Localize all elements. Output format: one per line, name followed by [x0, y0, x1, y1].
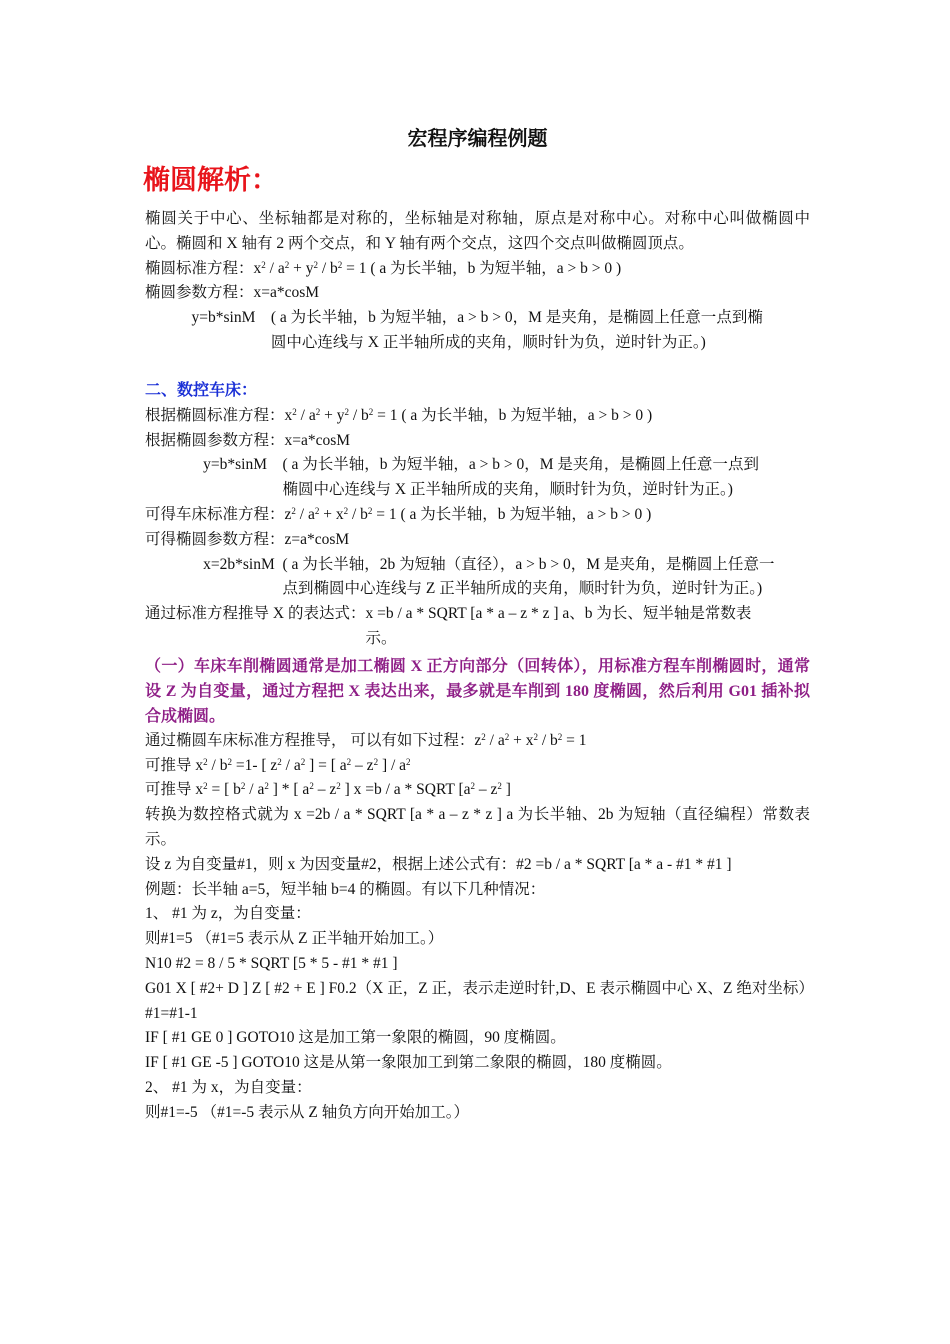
example-line: 例题：长半轴 a=5，短半轴 b=4 的椭圆。有以下几种情况： [145, 880, 546, 898]
intro-paragraph: 椭圆关于中心、坐标轴都是对称的，坐标轴是对称轴，原点是对称中心。对称中心叫做椭圆中心。椭圆和 X 轴有 2 两个交点，和 Y 轴有两个交点，这四个交点叫做椭圆顶点。 [145, 210, 810, 252]
variable-definition-line: 设 z 为自变量#1，则 x 为因变量#2，根据上述公式有：#2 =b / a * SQRT [a * a - #1 * #1 ] [145, 855, 732, 873]
lathe-standard-equation-line: 根据椭圆标准方程：$x^2 / a^2 + y^2 / b^2 = 1$ ( a 为长半轴，b 为短半轴，a > b > 0 ) [145, 406, 653, 424]
derive-x-expression-line: 通过标准方程推导 X 的表达式： x =b / a * SQRT [a * a – z * z ] a、b 为长、短半轴是常数表 示。 [145, 605, 752, 647]
derivation-line-1: 通过椭圆车床标准方程推导， 可以有如下过程：$z^2 / a^2 + x^2 / b^2 = 1$ [145, 731, 587, 749]
lathe-ellipse-note: （一）车床车削椭圆通常是加工椭圆 X 正方向部分（回转体），用标准方程车削椭圆时，通常设 Z 为自变量，通过方程把 X 表达出来，最多就是车削到 180 度椭圆，然后利用 G01 插补拟合成椭圆。 [145, 657, 810, 725]
standard-equation-line: 椭圆标准方程：$x^2 / a^2 + y^2 / b^2 = 1$ ( a 为长半轴，b 为短半轴，a > b > 0 ) [145, 259, 622, 277]
case-2-init-line: 则#1=-5 （#1=-5 表示从 Z 轴负方向开始加工。） [145, 1103, 470, 1121]
lathe-parametric-x-line: 根据椭圆参数方程：x=a*cosM [145, 431, 351, 449]
case-1-init-line: 则#1=5 （#1=5 表示从 Z 正半轴开始加工。） [145, 930, 444, 948]
case-1-heading: 1、 #1 为 z，为自变量： [145, 905, 311, 923]
heading-cnc-lathe: 二、数控车床： [145, 381, 258, 399]
lathe-parametric-z-line: 可得椭圆参数方程：z=a*cosM [145, 530, 350, 548]
code-line-if-180: IF [ #1 GE -5 ] GOTO10 这是从第一象限加工到第二象限的椭圆，180 度椭圆。 [145, 1054, 672, 1072]
parametric-y-line: y=b*sinM ( a 为长半轴，b 为短半轴，a > b > 0，M 是夹角，是椭圆上任意一点到椭 圆中心连线与 X 正半轴所成的夹角，顺时针为负，逆时针为正。) [145, 309, 763, 351]
page-title: 宏程序编程例题 [407, 128, 548, 150]
code-line-decrement: #1=#1-1 [145, 1004, 198, 1022]
derivation-line-3: 可推导 $x^2$ = [ $b^2 / a^2$ ] * [ $a^2 - z^2$ ] x =b / a * SQRT [$a^2 - z^2$ ] [145, 781, 511, 799]
case-2-heading: 2、 #1 为 x，为自变量： [145, 1078, 312, 1096]
lathe-parametric-x2-line: x=2b*sinM ( a 为长半轴，2b 为短轴（直径），a > b > 0，M 是夹角，是椭圆上任意一 点到椭圆中心连线与 Z 正半轴所成的夹角，顺时针为负，逆时针为正。) [145, 555, 775, 598]
cnc-format-line: 转换为数控格式就为 x =2b / a * SQRT [a * a – z * z ] a 为长半轴、2b 为短轴（直径编程）常数表示。 [145, 806, 810, 848]
lathe-parametric-y-line: y=b*sinM ( a 为长半轴，b 为短半轴，a > b > 0，M 是夹角，是椭圆上任意一点到 椭圆中心连线与 X 正半轴所成的夹角，顺时针为负，逆时针为正。) [145, 456, 759, 499]
heading-ellipse-analysis: 椭圆解析： [143, 165, 278, 195]
code-line-g01: G01 X [ #2+ D ] Z [ #2 + E ] F0.2（X 正，Z 正，表示走逆时针,D、E 表示椭圆中心 X、Z 绝对坐标） [145, 979, 814, 997]
code-line-n10: N10 #2 = 8 / 5 * SQRT [5 * 5 - #1 * #1 ] [145, 954, 398, 972]
lathe-zx-equation-line: 可得车床标准方程：$z^2 / a^2 + x^2 / b^2 = 1$ ( a 为长半轴，b 为短半轴，a > b > 0 ) [145, 505, 652, 523]
document-body [143, 122, 814, 1126]
derivation-line-2: 可推导 $x^2 / b^2 =1-$ [ $z^2 / a^2$ ] = [ $a^2 - z^2$ ] / $a^2$ [145, 756, 411, 774]
code-line-if-90: IF [ #1 GE 0 ] GOTO10 这是加工第一象限的椭圆，90 度椭圆。 [145, 1029, 566, 1047]
parametric-x-line: 椭圆参数方程：x=a*cosM [145, 284, 320, 302]
